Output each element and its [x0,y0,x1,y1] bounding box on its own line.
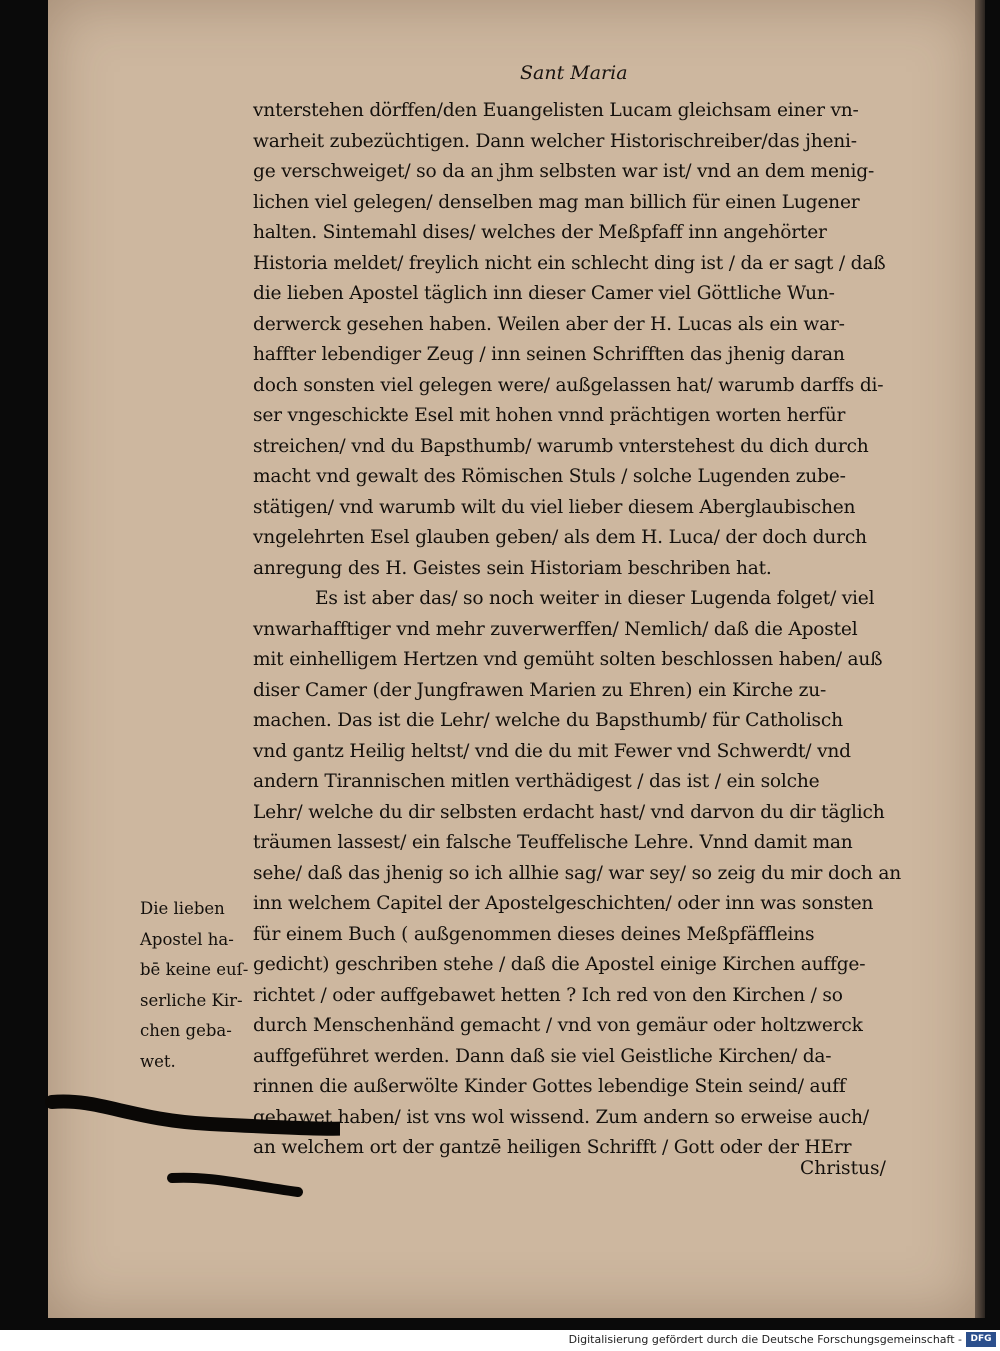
marginal-note-line: chen geba- [140,1021,232,1040]
text-line: vnterstehen dörffen/den Euangelisten Lucam gleichsam einer vn- [253,100,859,121]
text-line: richtet / oder auffgebawet hetten ? Ich red von den Kirchen / so [253,984,843,1006]
footer-credit: Digitalisierung gefördert durch die Deutsche Forschungsgemeinschaft - [568,1333,962,1346]
dfg-logo: DFG [966,1332,996,1347]
marginal-note [140,894,250,1077]
text-line: derwerck gesehen haben. Weilen aber der H. Lucas als ein war- [253,313,845,335]
text-line: machen. Das ist die Lehr/ welche du Bapsthumb/ für Catholisch [253,710,843,731]
text-line: rinnen die außerwölte Kinder Gottes lebendige Stein seind/ auff [253,1076,846,1097]
marginal-note-line: Apostel ha- [140,929,234,949]
text-line: die lieben Apostel täglich inn dieser Camer viel Göttliche Wun- [253,283,835,304]
marginal-note-line: serliche Kir- [140,990,243,1010]
text-line: vngelehrten Esel glauben geben/ als dem H. Luca/ der doch durch [253,527,867,548]
text-line: ge verschweiget/ so da an jhm selbsten war ist/ vnd an dem menig- [253,161,875,182]
text-line: haffter lebendiger Zeug / inn seinen Schrifften das jhenig daran [253,344,845,365]
text-line: diser Camer (der Jungfrawen Marien zu Ehren) ein Kirche zu- [253,679,827,701]
text-line: Es ist aber das/ so noch weiter in dieser Lugenda folget/ viel [315,588,875,609]
marginal-note-line: Die lieben [140,899,225,918]
footer-bar [0,1330,1000,1351]
ink-mark [40,1080,340,1210]
text-line: an welchem ort der gantzē heiligen Schrifft / Gott oder der HErr [253,1137,852,1158]
marginal-note-line: wet. [140,1051,176,1071]
text-line: auffgeführet werden. Dann daß sie viel Geistliche Kirchen/ da- [253,1045,832,1067]
marginal-note-line: bē keine euſ- [140,960,249,979]
text-line: durch Menschenhänd gemacht / vnd von gemäur oder holtzwerck [253,1015,863,1036]
running-head: Sant Maria [520,62,628,84]
text-line: vnd gantz Heilig heltst/ vnd die du mit Fewer vnd Schwerdt/ vnd [253,740,851,762]
text-line: warheit zubezüchtigen. Dann welcher Historischreiber/das jheni- [253,130,857,152]
text-line: träumen lassest/ ein falsche Teuffelische Lehre. Vnnd damit man [253,832,853,853]
text-line: anregung des H. Geistes sein Historiam beschriben hat. [253,557,772,579]
text-line: mit einhelligem Hertzen vnd gemüht solten beschlossen haben/ auß [253,649,883,670]
text-line: gedicht) geschriben stehe / daß die Apostel einige Kirchen auffge- [253,954,866,975]
text-line: vnwarhafftiger vnd mehr zuverwerffen/ Nemlich/ daß die Apostel [253,618,858,640]
text-line: lichen viel gelegen/ denselben mag man billich für einen Lugener [253,191,860,213]
text-line: andern Tirannischen mitlen verthädigest / das ist / ein solche [253,771,820,792]
text-line: für einem Buch ( außgenommen dieses deines Meßpfäffleins [253,923,815,945]
page-edge [975,0,985,1318]
text-line: macht vnd gewalt des Römischen Stuls / solche Lugenden zube- [253,466,846,487]
body-text [253,96,921,1164]
text-line: Lehr/ welche du dir selbsten erdacht hast/ vnd darvon du dir täglich [253,801,885,823]
text-line: stätigen/ vnd warumb wilt du viel lieber diesem Aberglaubischen [253,496,856,518]
text-line: ser vngeschickte Esel mit hohen vnnd prächtigen worten herfür [253,405,846,426]
text-line: gebawet haben/ ist vns wol wissend. Zum andern so erweise auch/ [253,1106,869,1128]
text-line: streichen/ vnd du Bapsthumb/ warumb vnterstehest du dich durch [253,435,869,457]
text-line: doch sonsten viel gelegen were/ außgelassen hat/ warumb darffs di- [253,374,884,396]
catchword: Christus/ [800,1158,886,1179]
text-line: Historia meldet/ freylich nicht ein schlecht ding ist / da er sagt / daß [253,252,886,274]
text-line: inn welchem Capitel der Apostelgeschichten/ oder inn was sonsten [253,893,874,914]
text-line: halten. Sintemahl dises/ welches der Meßpfaff inn angehörter [253,222,827,243]
text-line: sehe/ daß das jhenig so ich allhie sag/ war sey/ so zeig du mir doch an [253,862,902,884]
